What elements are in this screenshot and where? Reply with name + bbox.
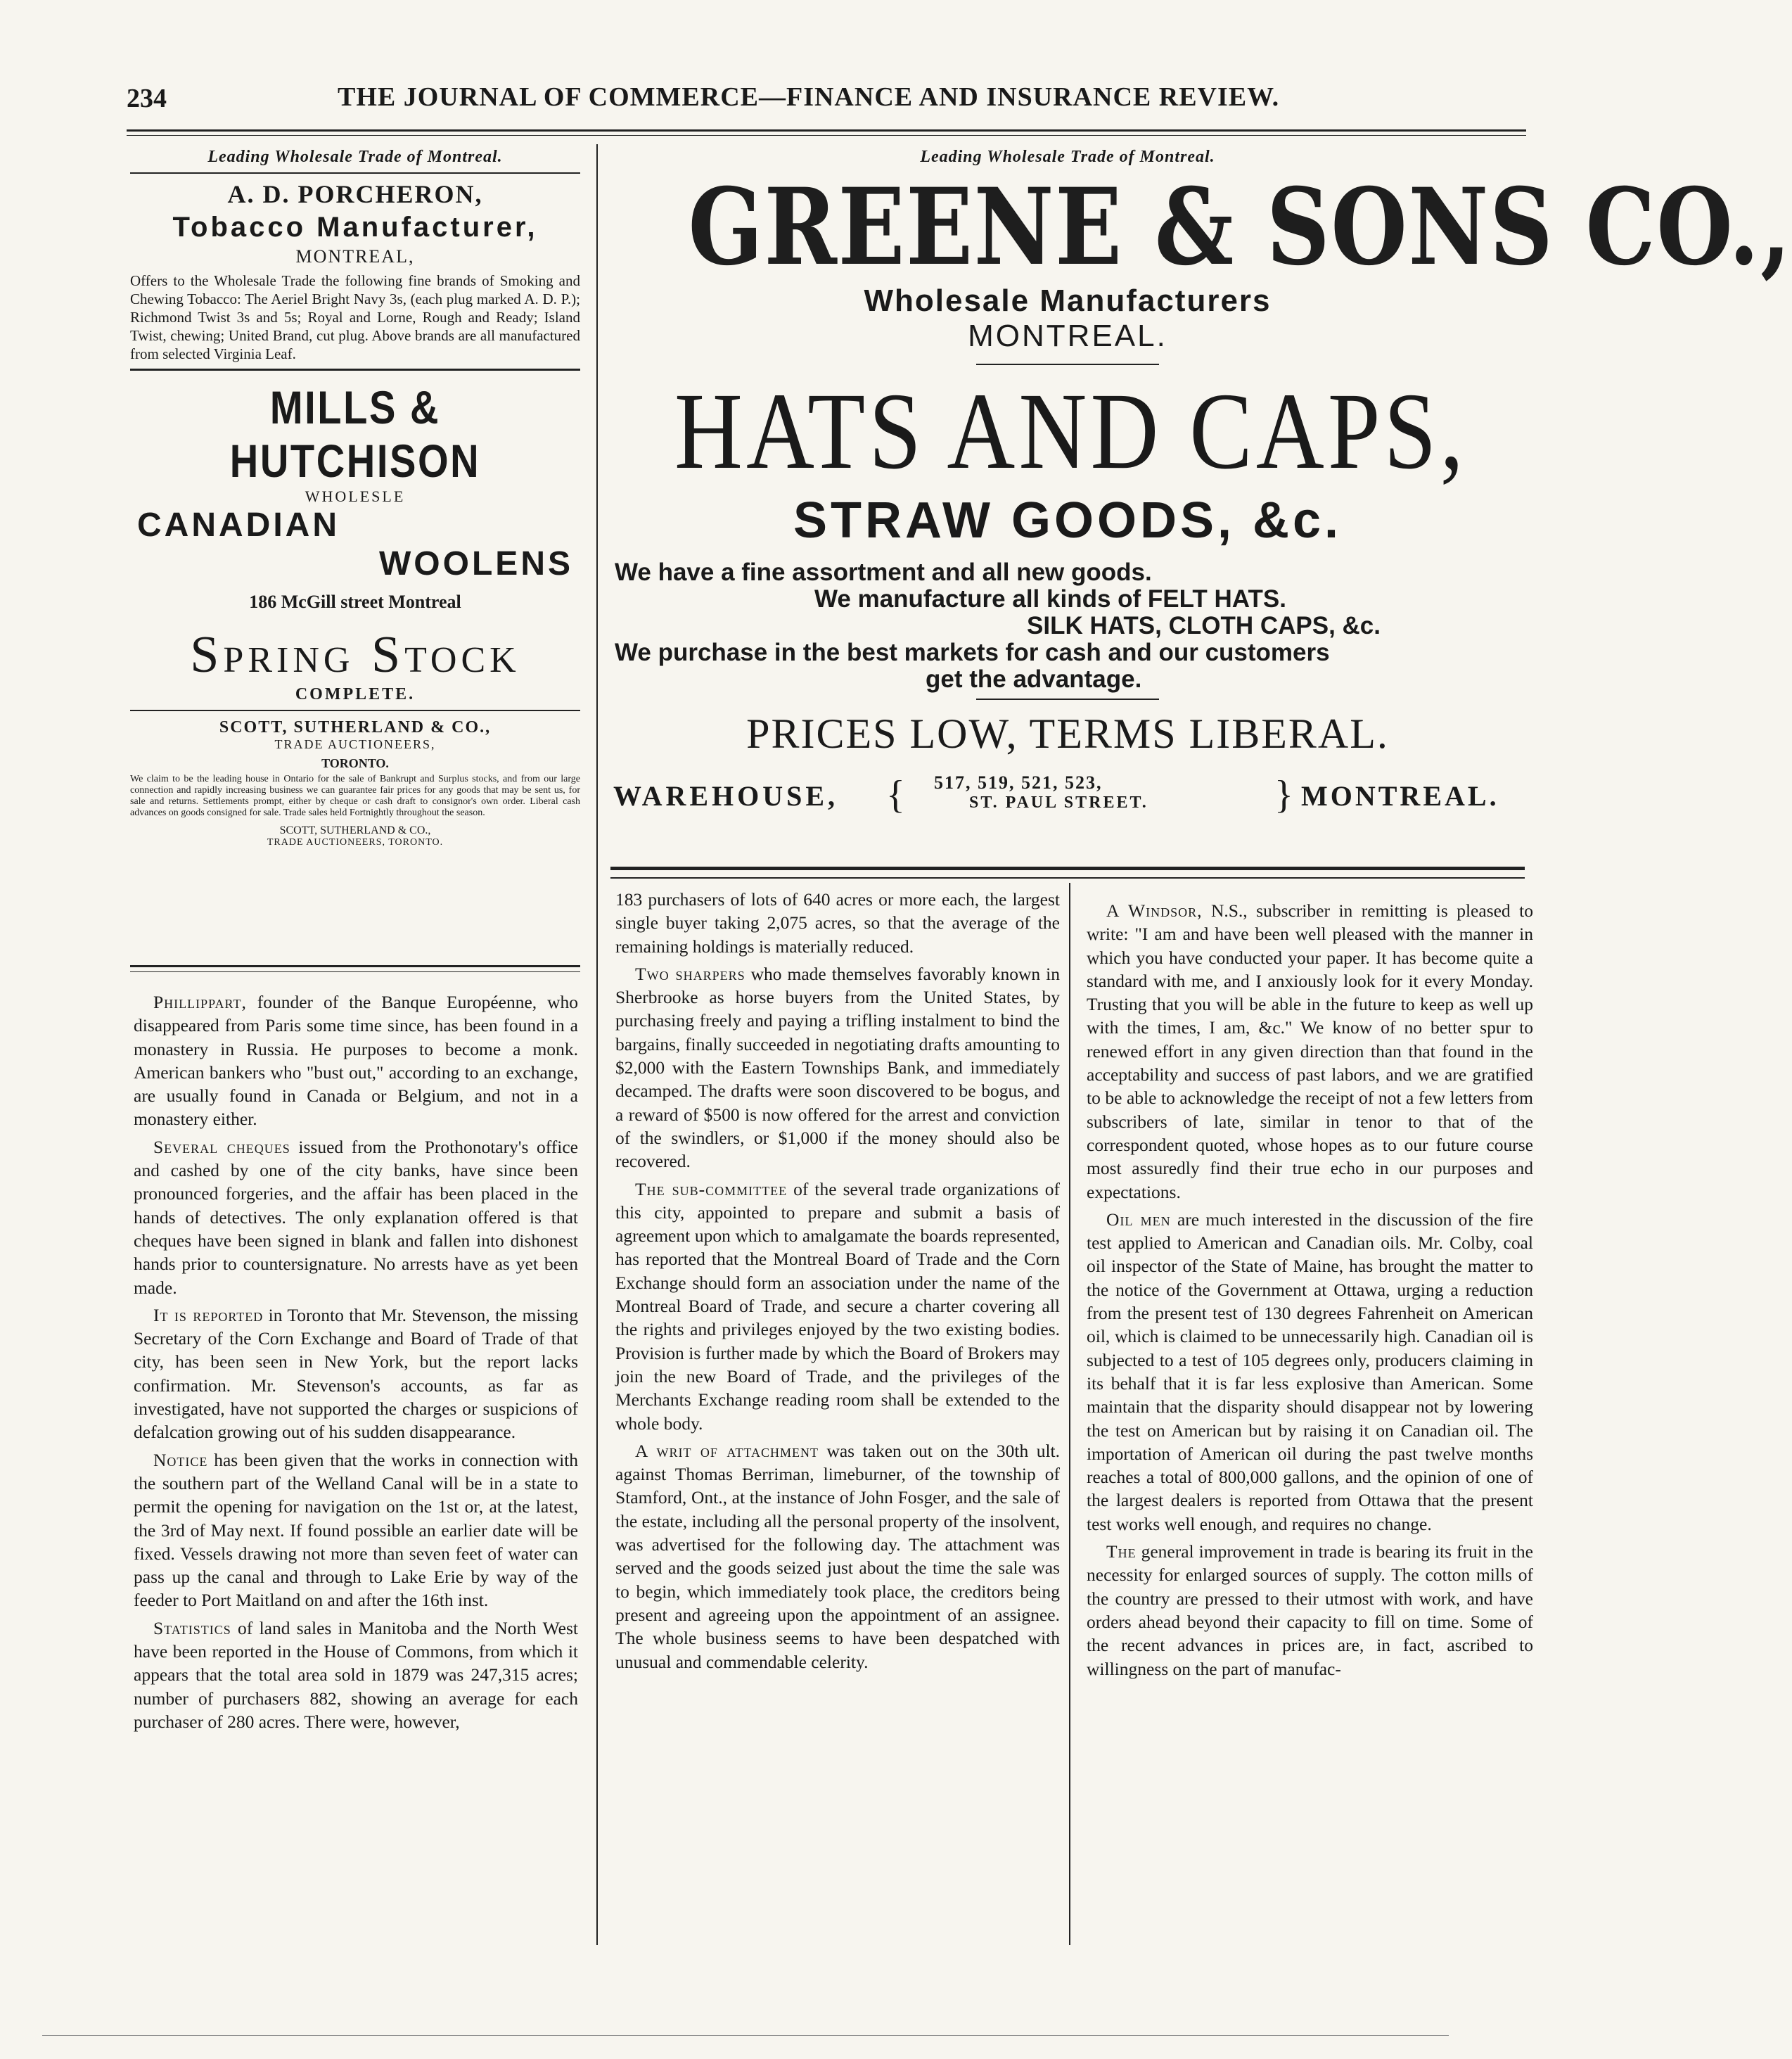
article-paragraph: The general improvement in trade is bearing its fruit in the necessity for enlarged sources of supply. The cotton mills of the country are pressed to their utmost with work, and have orders ahead beyond their capacity to fill on time. Some of the recent advances in prices are, in fact, ascribed to willingness on the part of manufac-	[1087, 1541, 1533, 1679]
warehouse-street: ST. PAUL STREET.	[969, 793, 1148, 812]
divider	[976, 699, 1159, 700]
spring-stock-ad	[130, 625, 580, 704]
mills-title: MILLS & HUTCHISON	[229, 381, 481, 487]
scott-title: SCOTT, SUTHERLAND & CO.,	[219, 718, 492, 737]
scott-city: TORONTO.	[321, 756, 389, 770]
scott-signature: SCOTT, SUTHERLAND & CO.,	[279, 824, 431, 836]
mills-hutchison-ad	[130, 381, 580, 613]
porcheron-city: MONTREAL,	[295, 246, 415, 267]
article-column-3	[1087, 899, 1533, 1685]
page-header	[127, 77, 1519, 120]
mills-address: 186 McGill street Montreal	[249, 592, 461, 612]
article-paragraph: Notice has been given that the works in connection with the southern part of the Welland Canal will be in a state to permit the opening for navigation on the 1st or, at the latest, the 3rd of May next. If found possible an earlier date will be fixed. Vessels drawing not more than seven feet of water can pass up the canal and through to Lake Erie by way of the feeder to Port Maitland on and after the 16th inst.	[134, 1449, 578, 1611]
porcheron-name: A. D. PORCHERON,	[227, 180, 483, 208]
header-rule	[127, 129, 1526, 136]
left-advertisements	[130, 148, 580, 848]
ad-line-5: get the advantage.	[926, 665, 1142, 693]
article-paragraph: Several cheques issued from the Prothonotary's office and cashed by one of the city banks, have since been pronounced forgeries, and the affair has been placed in the hands of detectives. The only explanation offered is that cheques have been signed in blank and fallen into dishonest hands prior to countersignature. No arrests have as yet been made.	[134, 1136, 578, 1298]
warehouse-city: MONTREAL.	[1301, 780, 1499, 812]
porcheron-text: Offers to the Wholesale Trade the following fine brands of Smoking and Chewing Tobacco: The Aeriel Bright Navy 3s, (each plug marked A. D. P.); Richmond Twist 3s and 5s; Royal and Lorne, Rough and Ready; Island Twist, chewing; United Brand, cut plug. Above brands are all manufactured from selected Virginia Leaf.	[130, 272, 580, 362]
divider	[130, 369, 580, 371]
greene-company-name: GREENE & SONS CO.,	[688, 165, 1792, 289]
article-paragraph: It is reported in Toronto that Mr. Stevenson, the missing Secretary of the Corn Exchange and Board of Trade of that city, has been seen in New York, but the report lacks confirmation. Mr. Stevenson's accounts, as far as investigated, have not supported the charges or suspicions of defalcation growing out of his sudden disappearance.	[134, 1304, 578, 1443]
divider	[976, 364, 1159, 365]
article-paragraph: Phillippart, founder of the Banque Européenne, who disappeared from Paris some time since, has been found in a monastery in Russia. He purposes to become a monk. American bankers who "bust out," according to an exchange, are usually found in Canada or Belgium, and not in a monastery either.	[134, 992, 578, 1130]
warehouse-line	[610, 772, 1525, 822]
article-paragraph: Statistics of land sales in Manitoba and the North West have been reported in the House of Commons, from which it appears that the total area sold in 1879 was 247,315 acres; number of purchasers 882, showing an average for each purchaser of 280 acres. There were, however,	[134, 1617, 578, 1732]
greene-sons-ad	[610, 148, 1792, 822]
scott-subtitle: TRADE AUCTIONEERS,	[274, 737, 436, 751]
porcheron-title: Tobacco Manufacturer,	[172, 212, 538, 243]
ad-line-3: SILK HATS, CLOTH CAPS, &c.	[1027, 612, 1381, 639]
article-paragraph: Oil men are much interested in the discussion of the fire test applied to American and Canadian oils. Mr. Colby, coal oil inspector of the State of Maine, has brought the matter to the notice of the Government at Ottawa, urging a reduction from the present test of 130 degrees Fahrenheit on American oil, which is claimed to be unnecessarily high. Canadian oil is subjected to a test of 105 degrees only, producers claiming in its behalf that it is far less explosive than American. Some maintain that the disparity should disappear not by lowering the test on American but by raising it on Canadian oil. The importation of American oil during the past twelve months reaches a total of 800,000 gallons, and the opinion of one of the largest dealers is reported from Ottawa that the present test works well enough, and requires no change.	[1087, 1209, 1533, 1534]
mills-wholesale: WHOLESLE	[305, 487, 406, 505]
greene-ad-copy	[610, 559, 1525, 693]
spring-title: Spring Stock	[190, 626, 520, 684]
greene-wholesale: Wholesale Manufacturers	[864, 283, 1272, 318]
section-label-left: Leading Wholesale Trade of Montreal.	[207, 148, 503, 166]
divider	[130, 172, 580, 174]
scott-signature-title: TRADE AUCTIONEERS, TORONTO.	[267, 837, 444, 848]
article-column-2	[615, 888, 1060, 1678]
porcheron-ad	[130, 179, 580, 363]
warehouse-numbers: 517, 519, 521, 523,	[934, 772, 1103, 793]
mills-canadian: CANADIAN	[137, 506, 340, 544]
section-label-right: Leading Wholesale Trade of Montreal.	[920, 148, 1215, 166]
ad-line-2: We manufacture all kinds of FELT HATS.	[814, 585, 1286, 613]
mills-woolens: WOOLENS	[379, 545, 573, 582]
page-number: 234	[127, 84, 167, 113]
scott-sutherland-ad	[130, 718, 580, 848]
article-column-1	[134, 990, 578, 1738]
article-paragraph: 183 purchasers of lots of 640 acres or more each, the largest single buyer taking 2,075 acres, so that the average of the remaining holdings is materially reduced.	[615, 889, 1060, 957]
column-divider-left	[596, 144, 598, 1945]
left-brace: {	[886, 773, 905, 817]
article-paragraph: The sub-committee of the several trade organizations of this city, appointed to prepare and submit a basis of agreement upon which to amalgamate the boards represented, has reported that the Montreal Board of Trade and the Corn Exchange should form an association under the name of the Montreal Board of Trade, and secure a charter covering all the rights and privileges enjoyed by the two existing bodies. Provision is further made by which the Board of Brokers may join the new Board of Trade, and the privileges of the Merchants Exchange reading room shall be extended to the whole body.	[615, 1178, 1060, 1434]
divider	[130, 710, 580, 711]
column-divider-right	[1069, 883, 1070, 1945]
warehouse-label: WAREHOUSE,	[613, 780, 839, 812]
right-brace: }	[1274, 773, 1293, 817]
right-ad-bottom-rule	[610, 867, 1525, 879]
page-bottom-edge	[42, 2035, 1449, 2036]
ad-line-4: We purchase in the best markets for cash and our customers	[615, 639, 1330, 666]
greene-city: MONTREAL.	[968, 319, 1167, 353]
left-ads-bottom-rule	[130, 965, 580, 972]
prices-low: PRICES LOW, TERMS LIBERAL.	[746, 710, 1389, 757]
scott-text: We claim to be the leading house in Ontario for the sale of Bankrupt and Surplus stocks, and from our large connection and rapidly increasing business we can guarantee fair prices for any goods that may be sent us, for sale and returns. Settlements prompt, either by cheque or cash draft to consignor's own order. Liberal cash advances on goods consigned for sale. Trade sales held Fortnightly throughout the season.	[130, 774, 580, 818]
article-paragraph: A writ of attachment was taken out on the 30th ult. against Thomas Berriman, limeburner, of the township of Stamford, Ont., at the instance of John Fosger, and the sale of the estate, including all the personal property of the insolvent, was advertised for the following day. The attachment was served and the goods seized just about the time the sale was to begin, which immediately took place, the creditors being present and agreeing upon the appointment of an assignee. The whole business seems to have been despatched with unusual and commendable celerity.	[615, 1440, 1060, 1672]
hats-and-caps: HATS AND CAPS,	[674, 370, 1468, 492]
ad-line-1: We have a fine assortment and all new goods.	[615, 559, 1152, 586]
straw-goods: STRAW GOODS, &c.	[793, 492, 1343, 549]
journal-title: THE JOURNAL OF COMMERCE—FINANCE AND INSURANCE REVIEW.	[338, 82, 1280, 112]
article-paragraph: Two sharpers who made themselves favorably known in Sherbrooke as horse buyers from the United States, by purchasing freely and paying a trifling instalment to bind the bargains, finally succeeded in negotiating drafts amounting to $2,000 with the Eastern Townships Bank, and immediately decamped. The drafts were soon discovered to be bogus, and a reward of $500 is now offered for the arrest and conviction of the swindlers, or $1,000 if the money should also be recovered.	[615, 963, 1060, 1172]
spring-complete: COMPLETE.	[295, 685, 416, 703]
article-paragraph: A Windsor, N.S., subscriber in remitting is pleased to write: "I am and have been well pleased with the manner in which you have conducted your paper. It has become quite a standard with me, and I anxiously look for it every Monday. Trusting that you will be able in the future to keep as well up with the times, I am, &c." We know of no better spur to renewed effort in any given direction than that found in the acceptability and success of past labors, and we are gratified to be able to acknowledge the receipt of not a few letters from subscribers of late, similar in tenor to that of the correspondent quoted, whose hopes as to our future course most assuredly find their true echo in our purposes and expectations.	[1087, 900, 1533, 1202]
